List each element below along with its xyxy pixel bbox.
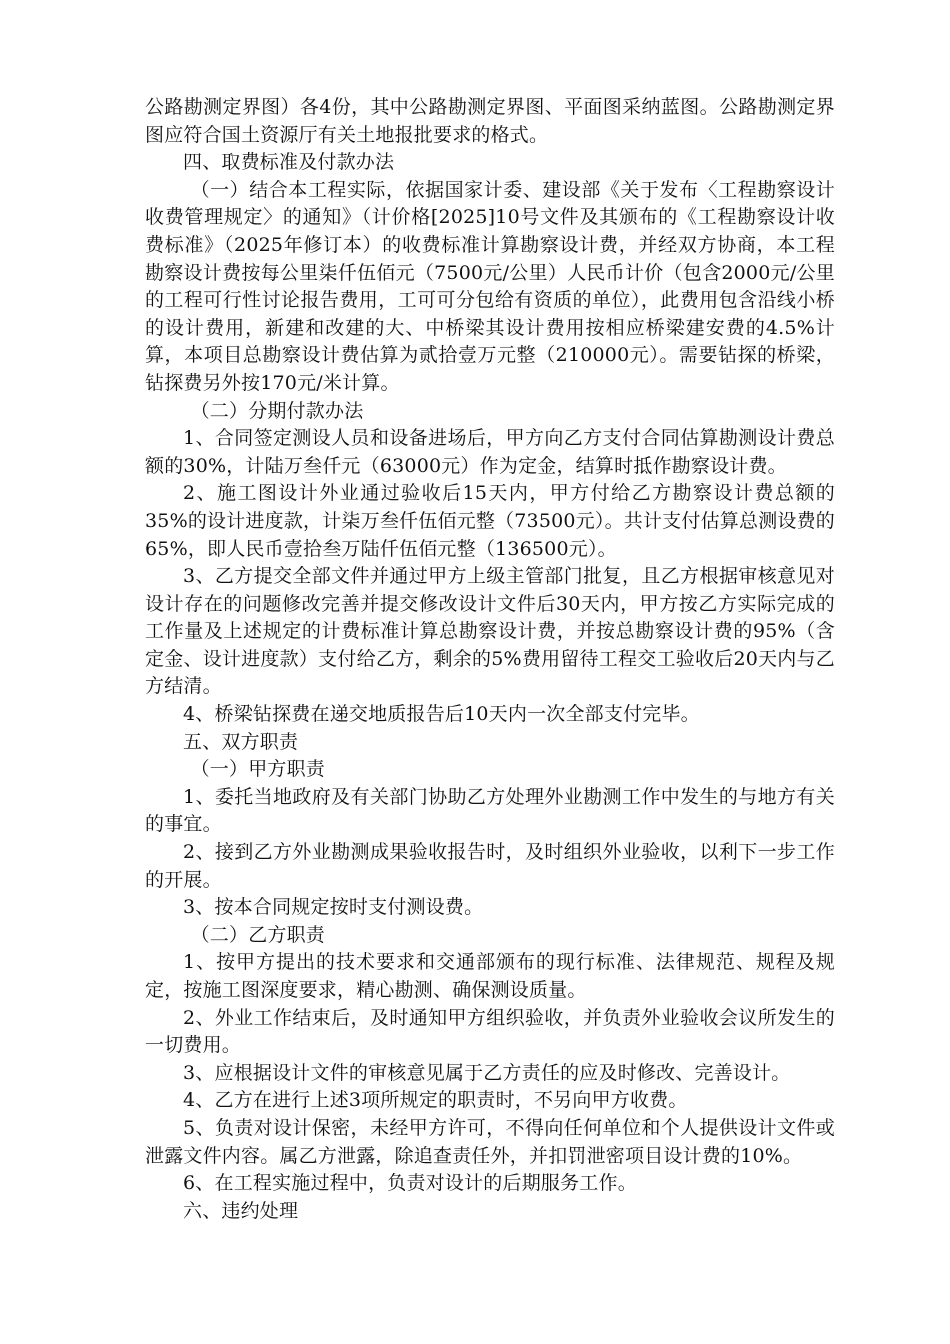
document-page bbox=[145, 94, 835, 1225]
paragraph-party-b-duty-1: 1、按甲方提出的技术要求和交通部颁布的现行标准、法律规范、规程及规定，按施工图深度要求，精心勘测、确保测设质量。 bbox=[145, 951, 835, 1001]
paragraph-payment-4: 4、桥梁钻探费在递交地质报告后10天内一次全部支付完毕。 bbox=[183, 703, 700, 726]
subheading-party-b-duties: （二）乙方职责 bbox=[190, 923, 325, 946]
heading-responsibilities: 五、双方职责 bbox=[183, 730, 299, 753]
paragraph-party-a-duty-3: 3、按本合同规定按时支付测设费。 bbox=[183, 896, 484, 919]
paragraph-party-b-duty-3: 3、应根据设计文件的审核意见属于乙方责任的应及时修改、完善设计。 bbox=[183, 1061, 791, 1084]
paragraph-survey-drawings: 公路勘测定界图）各4份，其中公路勘测定界图、平面图采纳蓝图。公路勘测定界图应符合国土资源厅有关土地报批要求的格式。 bbox=[145, 96, 835, 146]
heading-breach-handling: 六、违约处理 bbox=[183, 1199, 299, 1222]
paragraph-party-b-duty-6: 6、在工程实施过程中，负责对设计的后期服务工作。 bbox=[183, 1172, 637, 1195]
heading-fee-standard: 四、取费标准及付款办法 bbox=[183, 151, 395, 174]
paragraph-party-b-duty-5: 5、负责对设计保密，未经甲方许可，不得向任何单位和个人提供设计文件或泄露文件内容。属乙方泄露，除追查责任外，并扣罚泄密项目设计费的10%。 bbox=[145, 1116, 835, 1167]
paragraph-payment-2: 2、施工图设计外业通过验收后15天内，甲方付给乙方勘察设计费总额的35%的设计进度款，计柒万叁仟伍佰元整（73500元）。共计支付估算总测设费的65%，即人民币壹拾叁万陆仟伍佰元整（136500元）。 bbox=[145, 482, 835, 560]
paragraph-payment-3: 3、乙方提交全部文件并通过甲方上级主管部门批复，且乙方根据审核意见对设计存在的问题修改完善并提交修改设计文件后30天内，甲方按乙方实际完成的工作量及上述规定的计费标准计算总勘察设计费，并按总勘察设计费的95%（含定金、设计进度款）支付给乙方，剩余的5%费用留待工程交工验收后20天内与乙方结清。 bbox=[145, 565, 835, 698]
paragraph-party-b-duty-4: 4、乙方在进行上述3项所规定的职责时，不另向甲方收费。 bbox=[183, 1089, 688, 1112]
paragraph-party-a-duty-2: 2、接到乙方外业勘测成果验收报告时，及时组织外业验收，以利下一步工作的开展。 bbox=[145, 841, 835, 891]
paragraph-party-b-duty-2: 2、外业工作结束后，及时通知甲方组织验收，并负责外业验收会议所发生的一切费用。 bbox=[145, 1006, 835, 1057]
subheading-installment-payment: （二）分期付款办法 bbox=[190, 399, 364, 422]
subheading-party-a-duties: （一）甲方职责 bbox=[190, 758, 325, 781]
paragraph-payment-1: 1、合同签定测设人员和设备进场后，甲方向乙方支付合同估算勘测设计费总额的30%，计陆万叁仟元（63000元）作为定金，结算时抵作勘察设计费。 bbox=[145, 427, 835, 477]
paragraph-fee-calculation: （一）结合本工程实际，依据国家计委、建设部《关于发布〈工程勘察设计收费管理规定〉的通知》（计价格[2025]10号文件及其颁布的《工程勘察设计收费标准》（2025年修订本）的收费标准计算勘察设计费，并经双方协商，本工程勘察设计费按每公里柒仟伍佰元（7500元/公里）人民币计价（包含2000元/公里的工程可行性讨论报告费用，工可可分包给有资质的单位），此费用包含沿线小桥的设计费用，新建和改建的大、中桥梁其设计费用按相应桥梁建安费的4.5%计算，本项目总勘察设计费估算为贰拾壹万元整（210000元）。需要钻探的桥梁，钻探费另外按170元/米计算。 bbox=[145, 178, 835, 394]
paragraph-party-a-duty-1: 1、委托当地政府及有关部门协助乙方处理外业勘测工作中发生的与地方有关的事宜。 bbox=[145, 785, 835, 836]
